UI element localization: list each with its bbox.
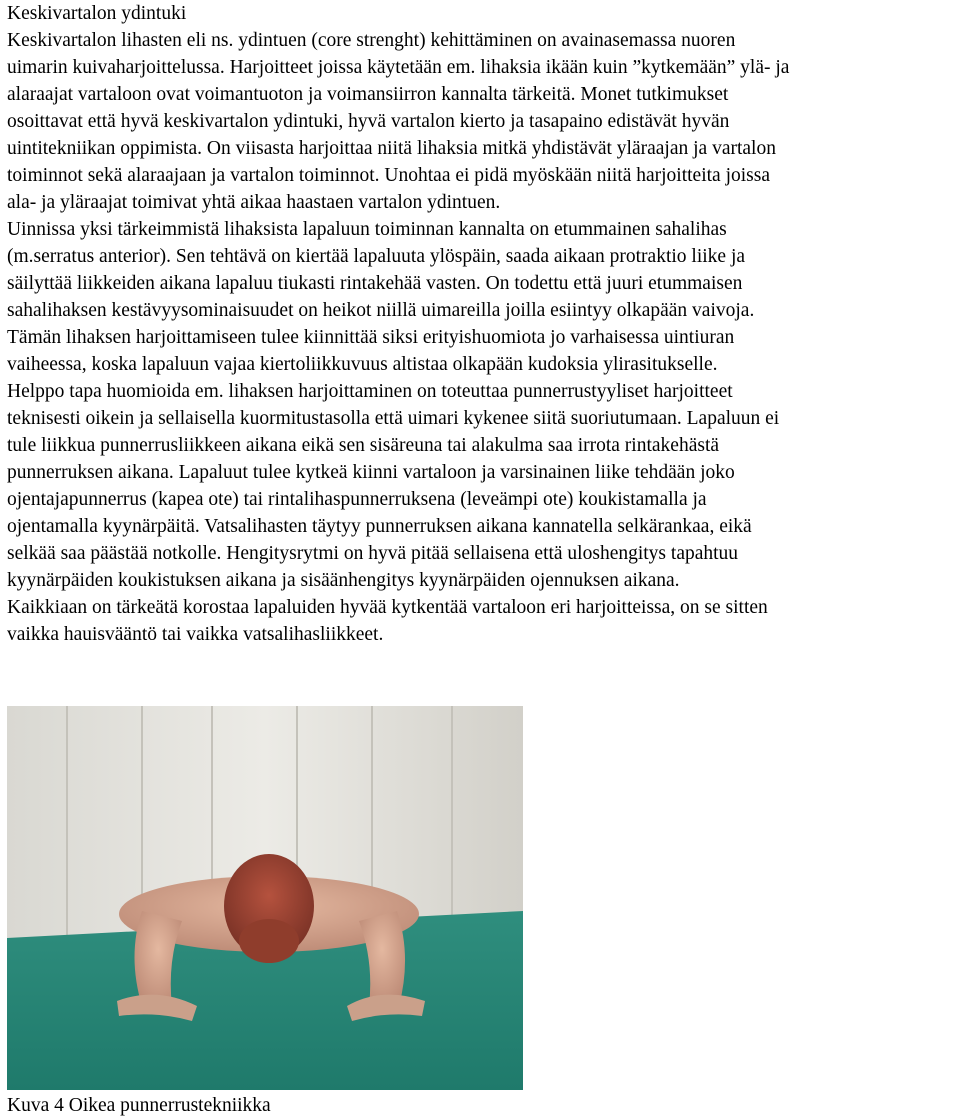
paragraph-core-strength: Keskivartalon lihasten eli ns. ydintuen (core strenght) kehittäminen on avainasemassa nuoren uimarin kuivaharjoittelussa. Harjoitteet joissa käytetään em. lihaksia ikään kuin ”kytkemään” ylä- ja alaraajat vartaloon ovat voimantuoton ja voimansiirron kannalta tärkeitä. Monet tutkimukset osoittavat että hyvä keskivartalon ydintuki, hyvä vartalon kierto ja tasapaino edistävät hyvän uintitekniikan oppimista. On viisasta harjoittaa niitä lihaksia mitkä yhdistävät yläraajan ja vartalon toiminnot sekä alaraajaan ja vartalon toiminnot. Unohtaa ei pidä myöskään niitä harjoitteita joissa ala- ja yläraajat toimivat yhtä aikaa haastaen vartalon ydintuen. — [7, 30, 790, 213]
section-title: Keskivartalon ydintuki — [7, 3, 187, 24]
paragraph-pushup-technique: Helppo tapa huomioida em. lihaksen harjoittaminen on toteuttaa punnerrustyyliset harjoitteet teknisesti oikein ja sellaisella kuormitustasolla että uimari kykenee siitä suoriutumaan. Lapaluun ei tule liikkua punnerrusliikkeen aikana eikä sen sisäreuna tai alakulma saa irrota rintakehästä punnerruksen aikana. Lapaluut tulee kytkeä kiinni vartaloon ja varsinainen liike tehdään joko ojentajapunnerrus (kapea ote) tai rintalihaspunnerruksena (leveämpi ote) koukistamalla ja ojentamalla kyynärpäitä. Vatsalihasten täytyy punnerruksen aikana kannatella selkärankaa, eikä selkää saa päästää notkolle. Hengitysrytmi on hyvä pitää sellaisena että uloshengitys tapahtuu kyynärpäiden koukistuksen aikana ja sisäänhengitys kyynärpäiden ojennuksen aikana. — [7, 381, 780, 591]
pushup-photo — [7, 706, 523, 1090]
document-body — [7, 0, 953, 648]
paragraph-conclusion: Kaikkiaan on tärkeätä korostaa lapaluiden hyvää kytkentää vartaloon eri harjoitteissa, on se sitten vaikka hauisvääntö tai vaikka vatsalihasliikkeet. — [7, 597, 768, 645]
pushup-illustration — [7, 706, 523, 1090]
paragraph-serratus-anterior: Uinnissa yksi tärkeimmistä lihaksista lapaluun toiminnan kannalta on etummainen sahalihas (m.serratus anterior). Sen tehtävä on kiertää lapaluuta ylöspäin, saada aikaan protraktio liike ja säilyttää liikkeiden aikana lapaluu tiukasti rintakehää vasten. On todettu että juuri etummaisen sahalihaksen kestävyysominaisuudet on heikot niillä uimareilla joilla esiintyy olkapään vaivoja. Tämän lihaksen harjoittamiseen tulee kiinnittää siksi erityishuomiota jo varhaisessa uintiuran vaiheessa, koska lapaluun vajaa kiertoliikkuvuus altistaa olkapään kudoksia ylirasitukselle. — [7, 219, 755, 375]
figure-caption: Kuva 4 Oikea punnerrustekniikka — [7, 1095, 271, 1116]
